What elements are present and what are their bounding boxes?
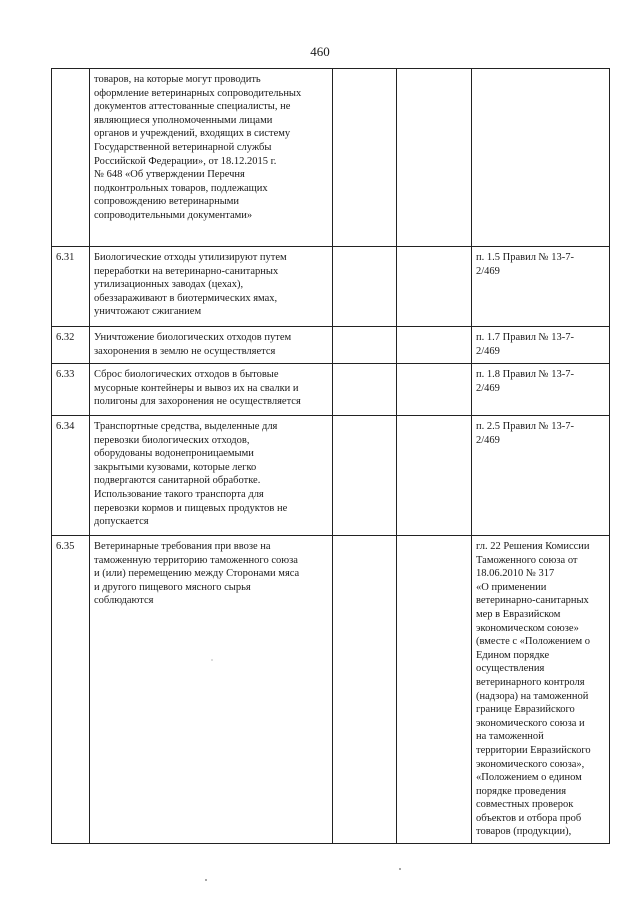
item-number: 6.35	[52, 536, 90, 844]
table-row	[52, 69, 610, 247]
requirement-text: Уничтожение биологических отходов путем захоронения в землю не осуществляется	[90, 327, 333, 364]
table-row	[52, 327, 610, 364]
empty-cell	[333, 416, 397, 536]
empty-cell	[333, 536, 397, 844]
item-number	[52, 69, 90, 247]
table-row	[52, 416, 610, 536]
legal-reference	[472, 69, 610, 247]
empty-cell	[397, 536, 472, 844]
item-number: 6.31	[52, 247, 90, 327]
legal-reference: п. 2.5 Правил № 13-7- 2/469	[472, 416, 610, 536]
legal-reference: п. 1.7 Правил № 13-7- 2/469	[472, 327, 610, 364]
requirement-text: Ветеринарные требования при ввозе на таможенную территорию таможенного союза и (или) перемещению между Сторонами мяса и другого пищевого мясного сырья соблюдаются	[90, 536, 333, 844]
requirement-text: Транспортные средства, выделенные для перевозки биологических отходов, оборудованы водонепроницаемыми закрытыми кузовами, которые легко подвергаются санитарной обработке. Использование такого транспорта для перевозки кормов и пищевых продуктов не допускается	[90, 416, 333, 536]
table-row	[52, 364, 610, 416]
empty-cell	[397, 327, 472, 364]
page-number: 460	[310, 44, 330, 59]
legal-reference: гл. 22 Решения Комиссии Таможенного союза от 18.06.2010 № 317 «О применении ветеринарно-санитарных мер в Евразийском экономическом союзе» (вместе с «Положением о Едином порядке осуществления ветеринарного контроля (надзора) на таможенной границе Евразийского экономического союза и на таможенной территории Евразийского экономического союза», «Положением о едином порядке проведения совместных проверок объектов и отбора проб товаров (продукции),	[472, 536, 610, 844]
table-row	[52, 247, 610, 327]
empty-cell	[333, 364, 397, 416]
legal-reference: п. 1.8 Правил № 13-7- 2/469	[472, 364, 610, 416]
empty-cell	[333, 69, 397, 247]
item-number: 6.32	[52, 327, 90, 364]
empty-cell	[333, 247, 397, 327]
empty-cell	[397, 416, 472, 536]
empty-cell	[397, 364, 472, 416]
legal-reference: п. 1.5 Правил № 13-7- 2/469	[472, 247, 610, 327]
requirement-text: Биологические отходы утилизируют путем переработки на ветеринарно-санитарных утилизационных заводах (цехах), обеззараживают в биотермических ямах, уничтожают сжиганием	[90, 247, 333, 327]
requirements-table	[51, 68, 610, 844]
item-number: 6.33	[52, 364, 90, 416]
table-row	[52, 536, 610, 844]
empty-cell	[333, 327, 397, 364]
empty-cell	[397, 69, 472, 247]
requirement-text: Сброс биологических отходов в бытовые мусорные контейнеры и вывоз их на свалки и полигоны для захоронения не осуществляется	[90, 364, 333, 416]
empty-cell	[397, 247, 472, 327]
requirement-text: товаров, на которые могут проводить оформление ветеринарных сопроводительных документов аттестованные специалисты, не являющиеся уполномоченными лицами органов и учреждений, входящих в систему Государственной ветеринарной службы Российской Федерации», от 18.12.2015 г. № 648 «Об утверждении Перечня подконтрольных товаров, подлежащих сопровождению ветеринарными сопроводительными документами»	[90, 69, 333, 247]
item-number: 6.34	[52, 416, 90, 536]
